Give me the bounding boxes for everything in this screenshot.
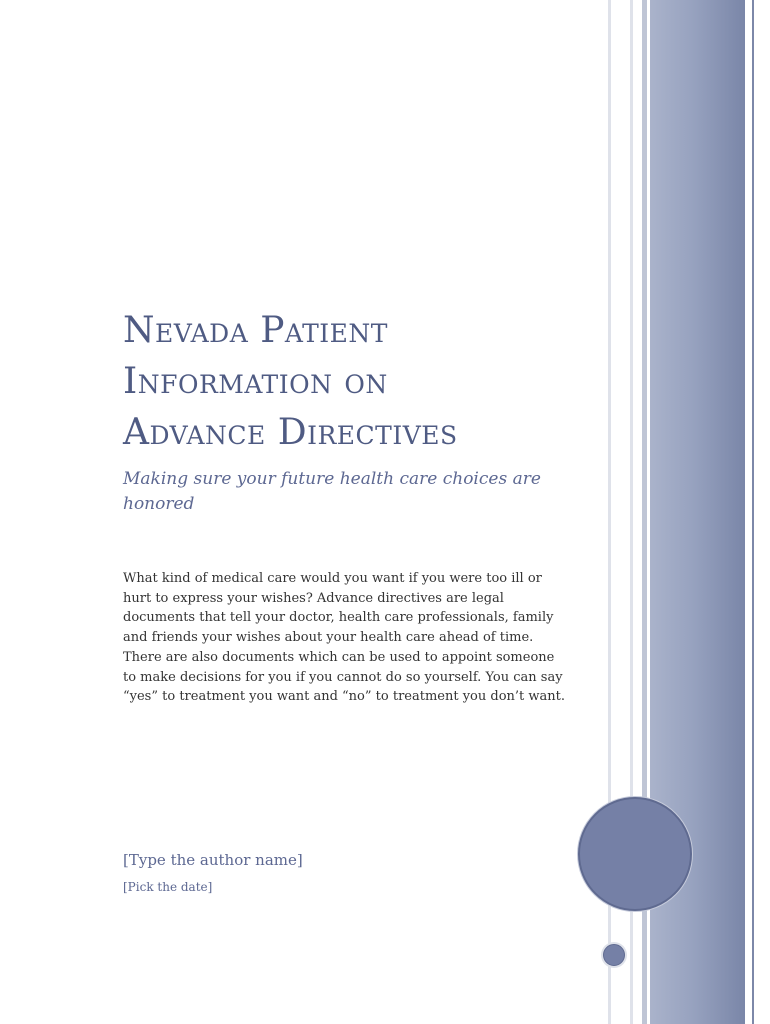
document-subtitle: Making sure your future health care choices are honored (123, 469, 541, 514)
title-line-2: Information on (123, 361, 388, 402)
title-line-1: Nevada Patient (123, 310, 388, 351)
document-abstract: What kind of medical care would you want if you were too ill or hurt to express your wishes? Advance directives are legal documents that tell your doctor, health care professionals, family and friends your wishes about your health care ahead of time. There are also documents which can be used to appoint someone to make decisions for you if you cannot do so yourself. You can say “yes” to treatment you want and “no” to treatment you don’t want. (123, 571, 565, 705)
decorative-circle-small (603, 944, 625, 966)
date-placeholder[interactable]: [Pick the date] (123, 880, 213, 894)
author-name-placeholder[interactable]: [Type the author name] (123, 851, 303, 869)
title-line-3: Advance Directives (123, 412, 458, 453)
decorative-stripe-edge (752, 0, 754, 1024)
decorative-circle-large (578, 797, 692, 911)
document-title (123, 305, 593, 458)
